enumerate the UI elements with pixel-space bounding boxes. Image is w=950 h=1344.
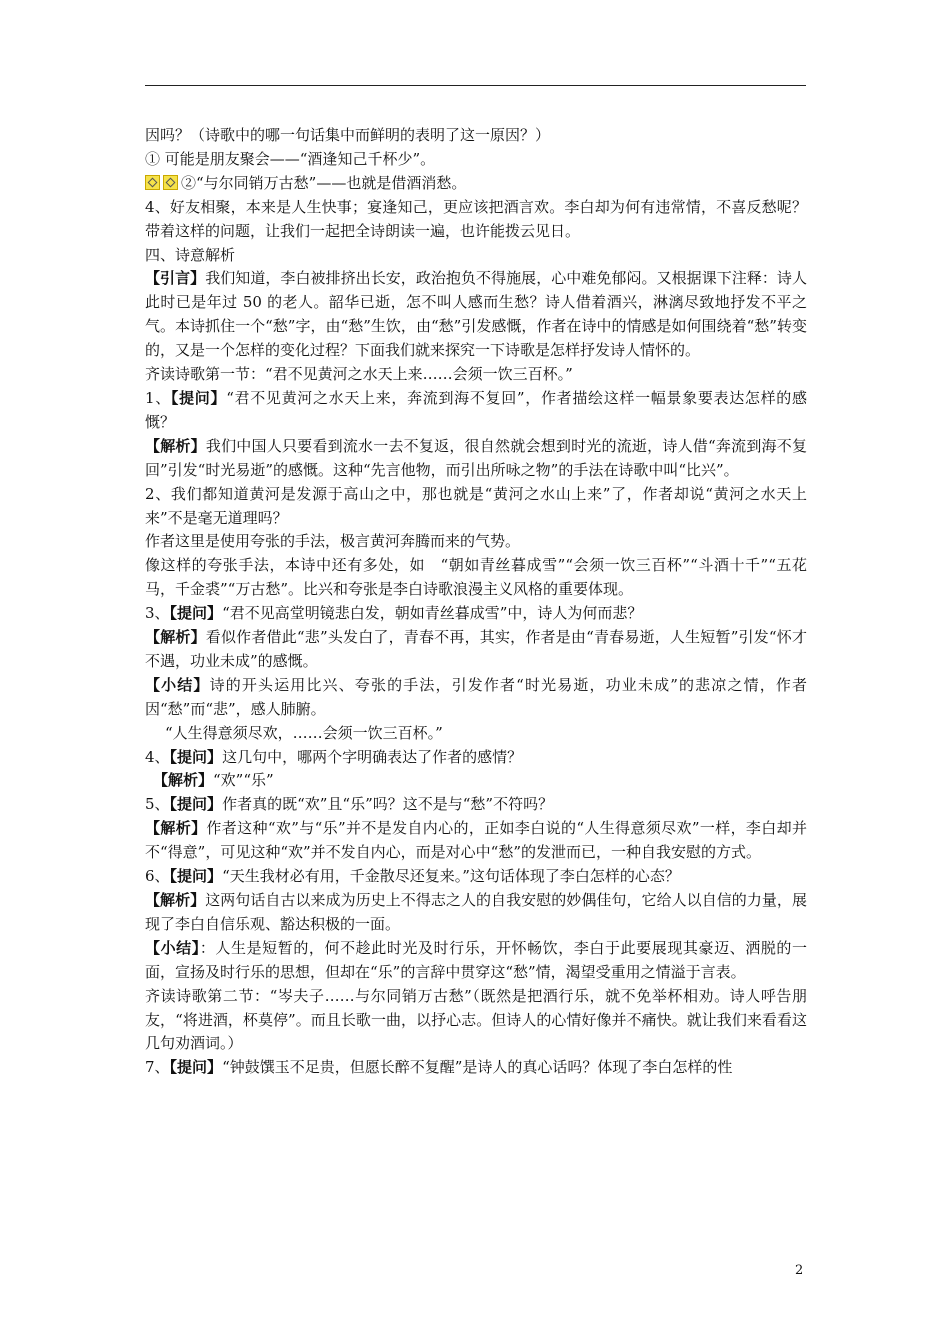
paragraph: ① 可能是朋友聚会——“酒逢知己千杯少”。 — [145, 149, 436, 168]
question-text: “君不见高堂明镜悲白发，朝如青丝暮成雪”中，诗人为何而悲？ — [222, 604, 643, 623]
answer — [145, 817, 807, 865]
header-rule — [145, 85, 806, 86]
answer-text: “欢”“乐” — [213, 771, 274, 790]
summary-text: 诗的开头运用比兴、夸张的手法，引发作者“时光易逝，功业未成”的悲凉之情，作者因“愁”而“悲”，感人肺腑。 — [145, 675, 807, 718]
answer — [145, 889, 807, 937]
line-text: ②“与尔同销万古愁”——也就是借酒消愁。 — [181, 173, 467, 192]
label-tag: 【提问】 — [169, 795, 223, 814]
question-number: 7、 — [145, 1058, 170, 1077]
paragraph — [145, 267, 807, 363]
answer — [145, 626, 807, 674]
label-tag: 【解析】 — [145, 628, 206, 647]
label-tag: 【解析】 — [153, 771, 214, 790]
answer-text: 这两句话自古以来成为历史上不得志之人的自我安慰的妙偶佳句，它给人以自信的力量，展现了李白自信乐观、豁达积极的一面。 — [145, 891, 807, 933]
label-tag: 【提问】 — [170, 388, 227, 407]
section-heading: 四、诗意解析 — [145, 245, 236, 264]
question-text: 作者真的既“欢”且“乐”吗？这不是与“愁”不符吗？ — [222, 795, 554, 814]
question — [145, 865, 807, 889]
paragraph: 因吗？（诗歌中的哪一句话集中而鲜明的表明了这一原因？） — [145, 126, 551, 144]
page-number: 2 — [795, 1263, 804, 1278]
label-tag: 【小结】 — [145, 938, 200, 957]
label-tag: 【解析】 — [145, 819, 207, 838]
question-number: 4、 — [145, 747, 170, 766]
embedded-object-icon — [145, 175, 160, 190]
document-body — [145, 124, 807, 1080]
paragraph: 作者这里是使用夸张的手法，极言黄河奔腾而来的气势。 — [145, 532, 521, 551]
question — [145, 1056, 807, 1080]
summary-text: ：人生是短暂的，何不趁此时光及时行乐，开怀畅饮，李白于此要展现其豪迈、洒脱的一面，宣扬及时行乐的思想，但却在“乐”的言辞中贯穿这“愁”情，渴望受重用之情溢于言表。 — [145, 938, 807, 981]
question — [145, 387, 807, 435]
label-tag: 【提问】 — [169, 867, 223, 886]
question: 2、我们都知道黄河是发源于高山之中，那也就是“黄河之水山上来”了，作者却说“黄河之水天上来”不是毫无道理吗？ — [145, 484, 807, 527]
label-tag: 【小结】 — [145, 675, 210, 694]
summary — [145, 674, 807, 722]
question-number: 1、 — [145, 388, 171, 407]
label-tag: 【提问】 — [169, 747, 223, 766]
label-tag: 【提问】 — [169, 1058, 223, 1077]
question — [145, 793, 807, 817]
question — [145, 746, 807, 770]
answer — [145, 435, 807, 483]
label-tag: 【引言】 — [145, 269, 206, 288]
embedded-object-icon — [163, 175, 178, 190]
answer-text: 作者这种“欢”与“乐”并不是发自内心的，正如李白说的“人生得意须尽欢”一样，李白却并不“得意”，可见这种“欢”并不发自内心，而是对心中“愁”的发泄而已，一种自我安慰的方式。 — [145, 819, 807, 862]
answer-text: 我们中国人只要看到流水一去不复返，很自然就会想到时光的流逝，诗人借“奔流到海不复回”引发“时光易逝”的感慨。这种“先言他物，而引出所咏之物”的手法在诗歌中叫“比兴”。 — [145, 436, 807, 479]
summary — [145, 937, 807, 985]
paragraph: 齐读诗歌第二节：“岑夫子……与尔同销万古愁”（既然是把酒行乐，就不免举杯相劝。诗人呼告朋友，“将进酒，杯莫停”。而且长歌一曲，以抒心志。但诗人的心情好像并不痛快。就让我们来看看这几句劝酒词。） — [145, 986, 807, 1053]
label-tag: 【解析】 — [145, 436, 206, 455]
paragraph: 像这样的夸张手法，本诗中还有多处，如 “朝如青丝暮成雪”“会须一饮三百杯”“斗酒十千”“五花马，千金裘”“万古愁”。比兴和夸张是李白诗歌浪漫主义风格的重要体现。 — [145, 556, 807, 599]
question-text: “君不见黄河之水天上来，奔流到海不复回”，作者描绘这样一幅景象要表达怎样的感慨？ — [145, 388, 807, 431]
paragraph: 4、好友相聚，本来是人生快事；宴逢知己，更应该把酒言欢。李白却为何有违常情，不喜反愁呢？带着这样的问题，让我们一起把全诗朗读一遍，也许能拨云见日。 — [145, 197, 807, 240]
question-number: 3、 — [145, 604, 170, 623]
question-text: 这几句中，哪两个字明确表达了作者的感情？ — [222, 747, 523, 766]
answer — [145, 769, 807, 793]
label-tag: 【解析】 — [145, 891, 206, 909]
paragraph-text: 我们知道，李白被排挤出长安，政治抱负不得施展，心中难免郁闷。又根据课下注释：诗人此时已是年过 50 的老人。韶华已逝，怎不叫人感而生愁？诗人借着酒兴，淋漓尽致地抒发不平之气。本诗抓住一个“愁”字，由“愁”生饮，由“愁”引发感慨，作者在诗中的情感是如何围绕着“愁”转变的，又是一个怎样的变化过程？下面我们就来探究一下诗歌是怎样抒发诗人情怀的。 — [145, 269, 807, 360]
quote-line: “人生得意须尽欢，……会须一饮三百杯。” — [165, 723, 443, 742]
question-text: “钟鼓馔玉不足贵，但愿长醉不复醒”是诗人的真心话吗？体现了李白怎样的性 — [222, 1058, 733, 1077]
answer-text: 看似作者借此“悲”头发白了，青春不再，其实，作者是由“青春易逝，人生短暂”引发“怀才不遇，功业未成”的感慨。 — [145, 628, 807, 670]
question-text: “天生我材必有用，千金散尽还复来。”这句话体现了李白怎样的心态？ — [222, 867, 680, 886]
paragraph — [145, 172, 807, 196]
paragraph: 齐读诗歌第一节：“君不见黄河之水天上来……会须一饮三百杯。” — [145, 365, 573, 384]
question-number: 5、 — [145, 795, 170, 814]
question-number: 6、 — [145, 867, 170, 886]
label-tag: 【提问】 — [169, 604, 223, 623]
question — [145, 602, 807, 626]
